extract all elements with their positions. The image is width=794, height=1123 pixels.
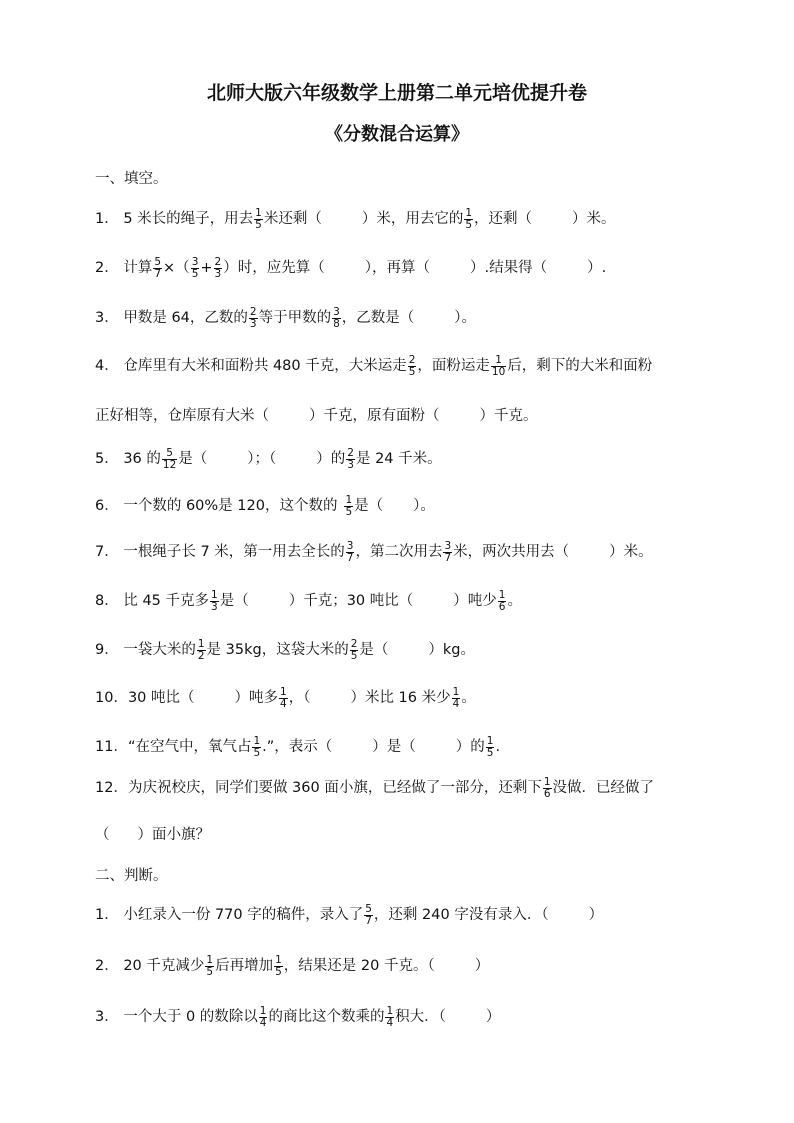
question-8: [95, 589, 522, 613]
q12-text-b: 没做．已经做了: [552, 780, 655, 796]
q2-f3-denominator: 3: [214, 267, 222, 280]
q6-f1-denominator: 5: [345, 505, 353, 518]
q7-text-c: 米，两次共用去（: [453, 544, 570, 560]
q2-text-e: ），再算（: [364, 260, 430, 276]
q11-f1-denominator: 5: [253, 746, 261, 759]
p3-text-d: ）: [485, 1009, 501, 1025]
q8-fraction-2: [498, 590, 507, 613]
p3-f2-numerator: 1: [386, 1004, 394, 1017]
judge-question-1: [95, 903, 603, 927]
q4-fraction-2: [491, 355, 506, 378]
q4-text-line2c: ）千克。: [479, 408, 538, 424]
q5-f1-numerator: 5: [162, 448, 177, 460]
q6-text-a: 6． 一个数的 60%是 120，这个数的: [95, 498, 338, 514]
q10-text-c: ，（: [288, 690, 311, 706]
q9-text-b: 是 35kg，这袋大米的: [206, 642, 349, 658]
p2-text-c: ，结果还是 20 千克。（: [283, 958, 435, 974]
p3-f2-denominator: 4: [386, 1016, 394, 1029]
q4-text-b: ，面粉运走: [417, 358, 490, 374]
q10-f2-denominator: 4: [452, 697, 460, 710]
q6-fraction-1: [344, 495, 353, 518]
q12-text-line2b: ）面小旗？: [137, 827, 210, 843]
q5-f1-denominator: 12: [162, 458, 177, 471]
q6-text-b: 是（: [354, 498, 384, 514]
q11-text-d: ）的: [455, 739, 485, 755]
q5-text-c: ）；（: [247, 451, 277, 467]
q1-text-a: 1． 5 米长的绳子，用去: [95, 211, 254, 227]
q1-f1-numerator: 1: [255, 206, 262, 219]
q7-text-d: ）米。: [609, 544, 653, 560]
q1-fraction-1: [254, 208, 263, 231]
page-subtitle: 《分数混合运算》: [325, 124, 469, 145]
q3-text-a: 3． 甲数是 64，乙数的: [95, 310, 248, 326]
q5-fraction-2: [346, 448, 355, 471]
q1-f1-denominator: 5: [255, 218, 262, 231]
q1-text-b: 米还剩（: [263, 211, 322, 227]
q4-f1-numerator: 2: [408, 353, 416, 366]
q12-f1-numerator: 1: [543, 775, 551, 788]
q4-text-a: 4． 仓库里有大米和面粉共 480 千克，大米运走: [95, 358, 407, 374]
q6-f1-numerator: 1: [345, 493, 353, 506]
q7-text-b: ，第二次用去: [355, 544, 443, 560]
q12-fraction-1: [543, 777, 552, 800]
q9-fraction-2: [350, 639, 359, 662]
q3-f1-denominator: 3: [249, 317, 257, 330]
q4-f2-numerator: 1: [491, 355, 506, 367]
p1-f1-denominator: 7: [365, 914, 372, 927]
q5-text-d: ）的: [316, 451, 346, 467]
q2-text-b: ×（: [163, 260, 190, 276]
q12-text-a: 12．为庆祝校庆，同学们要做 360 面小旗，已经做了一部分，还剩下: [95, 780, 542, 796]
q2-text-a: 2． 计算: [95, 260, 153, 276]
q1-text-c: ）米，用去它的: [361, 211, 464, 227]
q10-text-d: ）米比 16 米少: [350, 690, 451, 706]
q4-text-c: 后，剩下的大米和面粉: [507, 358, 653, 374]
q11-fraction-1: [252, 736, 261, 759]
q9-f1-numerator: 1: [197, 637, 205, 650]
q2-fraction-3: [214, 257, 223, 280]
p2-f1-numerator: 1: [206, 953, 214, 966]
question-2: [95, 256, 606, 280]
question-1: [95, 207, 616, 231]
q2-text-g: ）.: [587, 260, 607, 276]
q2-f2-numerator: 3: [191, 255, 199, 268]
q2-text-c: +: [200, 260, 213, 276]
q8-text-a: 8． 比 45 千克多: [95, 593, 210, 609]
q5-f2-numerator: 2: [347, 446, 354, 459]
q7-f2-numerator: 3: [444, 539, 452, 552]
q3-f1-numerator: 2: [249, 305, 257, 318]
q2-f1-numerator: 5: [154, 255, 162, 268]
q11-text-c: ）是（: [372, 739, 416, 755]
q12-f1-denominator: 6: [543, 787, 551, 800]
q2-f3-numerator: 2: [214, 255, 222, 268]
q2-text-d: ）时，应先算（: [223, 260, 325, 276]
q1-fraction-2: [464, 208, 473, 231]
page-title: 北师大版六年级数学上册第二单元培优提升卷: [206, 82, 587, 104]
q3-f2-denominator: 8: [333, 317, 340, 330]
question-4: [95, 354, 652, 378]
q5-text-e: 是 24 千米。: [355, 451, 442, 467]
p2-f2-denominator: 5: [275, 965, 282, 978]
q9-text-c: 是（: [359, 642, 389, 658]
question-10: [95, 686, 476, 710]
q10-text-b: ）吨多: [234, 690, 279, 706]
q8-text-d: ）吨少: [453, 593, 497, 609]
q11-text-a: 11．“在空气中，氧气占: [95, 739, 252, 755]
q7-f1-denominator: 7: [346, 551, 354, 564]
q4-text-line2a: 正好相等，仓库原有大米（: [95, 408, 269, 424]
q4-fraction-1: [408, 355, 417, 378]
p3-fraction-2: [385, 1006, 394, 1029]
p3-f1-numerator: 1: [259, 1004, 267, 1017]
q8-f2-numerator: 1: [498, 588, 506, 601]
judge-question-2: [95, 954, 489, 978]
question-5: [95, 447, 442, 471]
q10-f1-denominator: 4: [280, 697, 287, 710]
q8-f1-numerator: 1: [211, 588, 218, 601]
q1-text-d: ，还剩（: [474, 211, 533, 227]
q10-f2-numerator: 1: [452, 685, 460, 698]
p1-text-b: ，还剩 240 字没有录入．（: [373, 907, 549, 923]
q2-fraction-2: [191, 257, 200, 280]
question-3: [95, 306, 476, 330]
q8-text-b: 是（: [219, 593, 249, 609]
q8-fraction-1: [210, 590, 219, 613]
p3-fraction-1: [259, 1006, 268, 1029]
q3-fraction-1: [249, 307, 258, 330]
q11-fraction-2: [486, 736, 495, 759]
question-11: [95, 735, 500, 759]
q11-f1-numerator: 1: [253, 734, 261, 747]
p2-text-a: 2． 20 千克减少: [95, 958, 205, 974]
p1-text-c: ）: [588, 907, 604, 923]
q9-f1-denominator: 2: [197, 649, 205, 662]
p2-fraction-1: [205, 955, 214, 978]
q1-f2-numerator: 1: [465, 206, 473, 219]
section-judge-heading: 二、判断。: [95, 868, 168, 884]
q9-text-d: ）kg。: [428, 642, 475, 658]
q12-text-line2a: （: [95, 827, 110, 843]
q5-text-a: 5． 36 的: [95, 451, 161, 467]
p1-f1-numerator: 5: [365, 902, 372, 915]
q11-f2-denominator: 5: [486, 746, 494, 759]
q10-fraction-1: [279, 687, 288, 710]
q8-f2-denominator: 6: [498, 600, 506, 613]
p2-f1-denominator: 5: [206, 965, 214, 978]
q7-fraction-1: [346, 541, 355, 564]
q10-text-e: 。: [461, 690, 476, 706]
question-7: [95, 540, 653, 564]
q9-fraction-1: [197, 639, 206, 662]
q8-text-e: 。: [507, 593, 522, 609]
q3-f2-numerator: 3: [333, 305, 340, 318]
q7-fraction-2: [443, 541, 452, 564]
section-fill-heading: 一、填空。: [95, 171, 168, 187]
q1-f2-denominator: 5: [465, 218, 473, 231]
question-9: [95, 638, 475, 662]
q11-f2-numerator: 1: [486, 734, 494, 747]
q7-text-a: 7． 一根绳子长 7 米，第一用去全长的: [95, 544, 345, 560]
q4-text-line2b: ）千克，原有面粉（: [309, 408, 440, 424]
q3-text-d: ）。: [454, 310, 477, 326]
p3-f1-denominator: 4: [259, 1016, 267, 1029]
q10-f1-numerator: 1: [280, 685, 287, 698]
q9-f2-denominator: 5: [350, 649, 358, 662]
q3-text-b: 等于甲数的: [258, 310, 332, 326]
q7-f2-denominator: 7: [444, 551, 452, 564]
p2-text-d: ）: [474, 958, 490, 974]
q7-f1-numerator: 3: [346, 539, 354, 552]
question-4-line-2: [95, 404, 538, 425]
p2-f2-numerator: 1: [275, 953, 282, 966]
p2-fraction-2: [274, 955, 283, 978]
q11-text-b: .”，表示（: [262, 739, 333, 755]
q5-f2-denominator: 3: [347, 458, 354, 471]
q8-text-c: ）千克；30 吨比（: [288, 593, 414, 609]
judge-question-3: [95, 1005, 500, 1029]
q3-text-c: ，乙数是（: [341, 310, 415, 326]
q10-fraction-2: [452, 687, 461, 710]
p1-fraction-1: [364, 904, 373, 927]
p3-text-c: 积大．（: [395, 1009, 446, 1025]
p3-text-a: 3． 一个大于 0 的数除以: [95, 1009, 258, 1025]
q2-fraction-1: [153, 257, 162, 280]
question-6: [95, 494, 435, 518]
q5-fraction-1: [162, 448, 177, 471]
q4-f1-denominator: 5: [408, 365, 416, 378]
p1-text-a: 1． 小红录入一份 770 字的稿件，录入了: [95, 907, 364, 923]
q9-text-a: 9． 一袋大米的: [95, 642, 196, 658]
q11-text-e: .: [495, 739, 501, 755]
p2-text-b: 后再增加: [215, 958, 274, 974]
q2-f2-denominator: 5: [191, 267, 199, 280]
q5-text-b: 是（: [178, 451, 208, 467]
question-12: [95, 776, 654, 800]
q2-f1-denominator: 7: [154, 267, 162, 280]
q6-text-c: ）。: [413, 498, 435, 514]
q9-f2-numerator: 2: [350, 637, 358, 650]
q3-fraction-2: [332, 307, 341, 330]
question-12-line-2: [95, 823, 210, 844]
q4-f2-denominator: 10: [491, 365, 506, 378]
q2-text-f: ）.结果得（: [469, 260, 548, 276]
q1-text-e: ）米。: [572, 211, 616, 227]
q8-f1-denominator: 3: [211, 600, 218, 613]
q10-text-a: 10．30 吨比（: [95, 690, 195, 706]
p3-text-b: 的商比这个数乘的: [268, 1009, 385, 1025]
